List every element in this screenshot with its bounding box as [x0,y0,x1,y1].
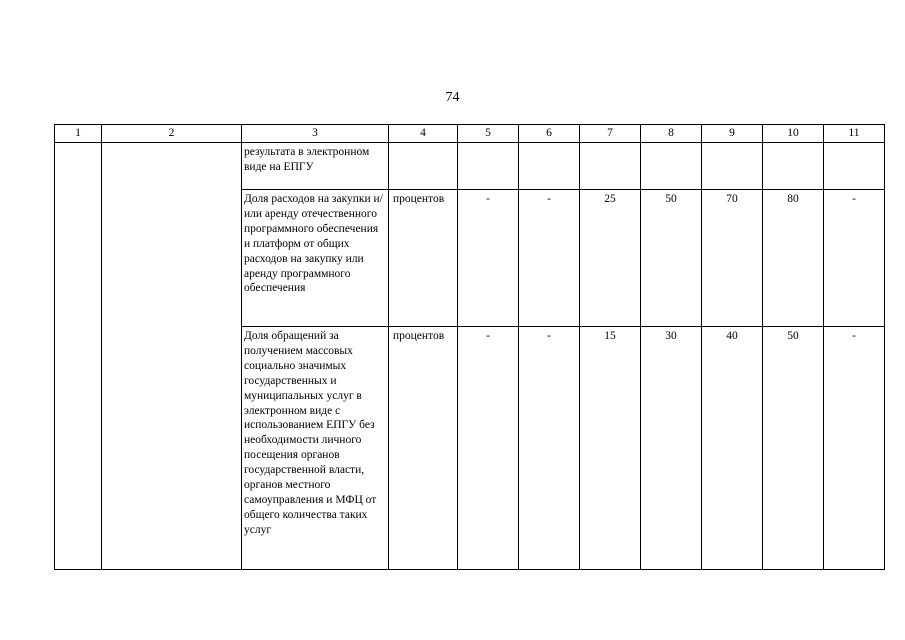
value-col11: - [852,193,856,205]
value-cell [702,190,763,327]
value-cell [580,143,641,190]
value-cell [702,143,763,190]
value-cell [763,143,824,190]
value-cell [763,327,824,570]
value-col5: - [486,193,490,205]
unit-value [389,143,457,145]
column-header-4: 4 [389,125,458,143]
value-cell [824,327,885,570]
column-header-8: 8 [641,125,702,143]
value-cell [824,190,885,327]
value-col7: 25 [604,193,616,205]
page-number: 74 [445,90,460,105]
column-header-1: 1 [55,125,102,143]
value-col7 [580,143,640,145]
value-col8: 50 [665,193,677,205]
column-header-10: 10 [763,125,824,143]
indicator-name: Доля обращений за получением массовых социально значимых государственных и муниципальных услуг в электронном виде с использованием ЕПГУ без необходимости личного посещения органов государственной власти, органов местного самоуправления и МФЦ от общего количества таких услуг [244,330,377,536]
table-cell-col2 [102,143,242,570]
value-col10 [763,143,823,145]
value-col11: - [852,330,856,342]
value-cell [763,190,824,327]
unit-value: процентов [393,193,445,205]
table-cell-col1 [55,143,102,570]
value-cell [458,143,519,190]
unit-cell [389,143,458,190]
indicator-name-cell [242,327,389,570]
value-col7: 15 [604,330,616,342]
value-col10: 80 [787,193,799,205]
value-cell [458,327,519,570]
indicator-name: Доля расходов на закупки и/или аренду отечественного программного обеспечения и платформ от общих расходов на закупку или аренду программного обеспечения [244,193,383,295]
value-col5: - [486,330,490,342]
value-cell [641,190,702,327]
value-col8 [641,143,701,145]
value-cell [641,327,702,570]
value-col9: 40 [726,330,738,342]
value-col6: - [547,193,551,205]
indicators-table [54,124,885,570]
column-header-9: 9 [702,125,763,143]
header-row [55,125,885,143]
value-cell [580,327,641,570]
column-header-3: 3 [242,125,389,143]
value-col6: - [547,330,551,342]
column-header-7: 7 [580,125,641,143]
value-col5 [458,143,518,145]
value-col6 [519,143,579,145]
table-row [55,143,885,190]
value-cell [519,143,580,190]
value-cell [580,190,641,327]
value-col9: 70 [726,193,738,205]
column-header-6: 6 [519,125,580,143]
value-col9 [702,143,762,145]
unit-cell [389,190,458,327]
value-col8: 30 [665,330,677,342]
value-col10: 50 [787,330,799,342]
unit-cell [389,327,458,570]
indicator-name-cell [242,143,389,190]
value-cell [702,327,763,570]
value-cell [519,190,580,327]
value-cell [824,143,885,190]
value-col11 [824,143,884,145]
value-cell [641,143,702,190]
unit-value: процентов [393,330,445,342]
column-header-11: 11 [824,125,885,143]
indicator-name-cell [242,190,389,327]
indicator-name: результата в электронном виде на ЕПГУ [244,146,370,173]
column-header-5: 5 [458,125,519,143]
value-cell [519,327,580,570]
column-header-2: 2 [102,125,242,143]
value-cell [458,190,519,327]
